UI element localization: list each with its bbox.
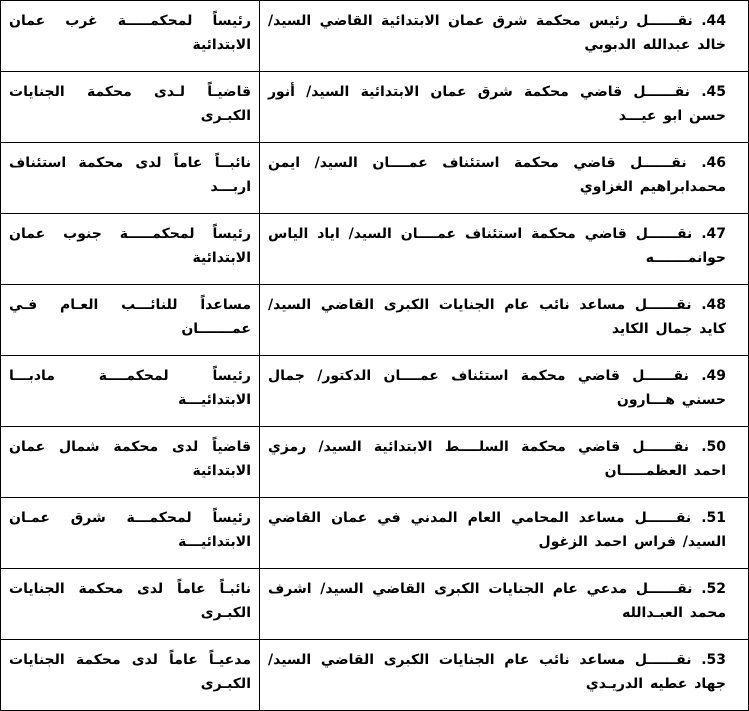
transfer-action-text: نقــــــل مدعي عام الجنايات الكبرى القاضي السيد/ اشرف محمد العبـدالله [268,581,726,621]
transfer-action-text: نقــــــل قاضي محكمة شرق عمان الابتدائية السيد/ أنور حسن ابو عيـــد [268,84,726,124]
table-row [1,285,749,356]
transfer-action-text: نقــــــل مساعد المحامي العام المدني في عمان القاضي السيد/ فراس احمد الزغول [268,510,726,550]
row-number: 45. [701,84,726,100]
table-row [1,498,749,569]
table-row [1,569,749,640]
transfer-action-cell [260,427,749,498]
row-number: 50. [701,439,727,455]
row-number: 47. [701,226,727,242]
new-position-text: رئيساً لمحكمـــة شرق عمـان الابتدائيـــة [9,510,251,550]
row-number: 51. [701,510,727,526]
new-position-cell [1,640,260,711]
new-position-cell [1,72,260,143]
table-row [1,72,749,143]
transfer-action-cell [260,1,749,72]
transfer-action-text: نقــــــل قاضي محكمة استئناف عمــــان السيد/ ايمن محمدابراهيم الغزاوي [268,155,726,195]
new-position-cell [1,1,260,72]
transfer-action-cell [260,143,749,214]
transfer-action-text: نقــــــل مساعد نائب عام الجنايات الكبرى القاضي السيد/ جهاد عطيه الدريـدي [268,652,726,692]
transfer-action-cell [260,285,749,356]
transfer-action-cell [260,569,749,640]
new-position-cell [1,427,260,498]
transfer-action-text: نقــــــل مساعد نائب عام الجنايات الكبرى القاضي السيد/ كايد جمال الكايد [268,297,726,337]
table-row [1,143,749,214]
transfer-action-text: نقــــــل قاضي محكمة استئناف عمــــان الدكتور/ جمال حسني هـــارون [268,368,726,408]
transfer-action-cell [260,214,749,285]
transfer-action-cell [260,498,749,569]
new-position-cell [1,356,260,427]
left-border-line [0,0,1,623]
transfer-action-cell [260,356,749,427]
transfer-action-text: نقــــــل قاضي محكمة استئناف عمــــان السيد/ اياد الياس حوانمـــــــه [268,226,726,266]
transfer-action-cell [260,640,749,711]
new-position-text: رئيساً لمحكمـــــة جنوب عمان الابتدائية [9,226,251,266]
new-position-text: مساعداً للنائـــب العـام فـي عمـــــــان [9,297,251,337]
table-row [1,1,749,72]
table-row [1,427,749,498]
row-number: 53. [701,652,726,668]
new-position-text: مدعيـاً عاماً لدى محكمة الجنايات الكبـرى [9,652,251,692]
transfer-action-text: نقــــــل رئيس محكمة شرق عمان الابتدائية القاضي السيد/ خالد عبدالله الدبوبي [268,13,726,53]
new-position-text: رئيساً لمحكمـــــة غرب عمان الابتدائية [9,13,251,53]
table-row [1,214,749,285]
new-position-text: قاضيـاً لـدى محكمة الجنايات الكبـرى [9,84,251,124]
new-position-text: نائبـاً عاماً لدى محكمة الجنايات الكبـرى [9,581,251,621]
table-row [1,640,749,711]
row-number: 48. [701,297,726,313]
row-number: 52. [701,581,726,597]
new-position-text: رئيساً لمحكمــــة مادبـــا الابتدائيـــة [9,368,251,408]
new-position-cell [1,214,260,285]
new-position-cell [1,285,260,356]
row-number: 44. [701,13,727,29]
table-row [1,356,749,427]
new-position-cell [1,143,260,214]
new-position-cell [1,569,260,640]
transfer-action-text: نقــــــل قاضي محكمة السلــــط الابتدائية السيد/ رمزي احمد العظمـــــان [268,439,726,479]
row-number: 49. [701,368,726,384]
row-number: 46. [701,155,727,171]
transfer-action-cell [260,72,749,143]
new-position-cell [1,498,260,569]
new-position-text: نائبــاً عاماً لدى محكمة استئناف اربـــد [9,155,251,195]
new-position-text: قاضياً لدى محكمة شمال عمان الابتدائية [9,439,251,479]
